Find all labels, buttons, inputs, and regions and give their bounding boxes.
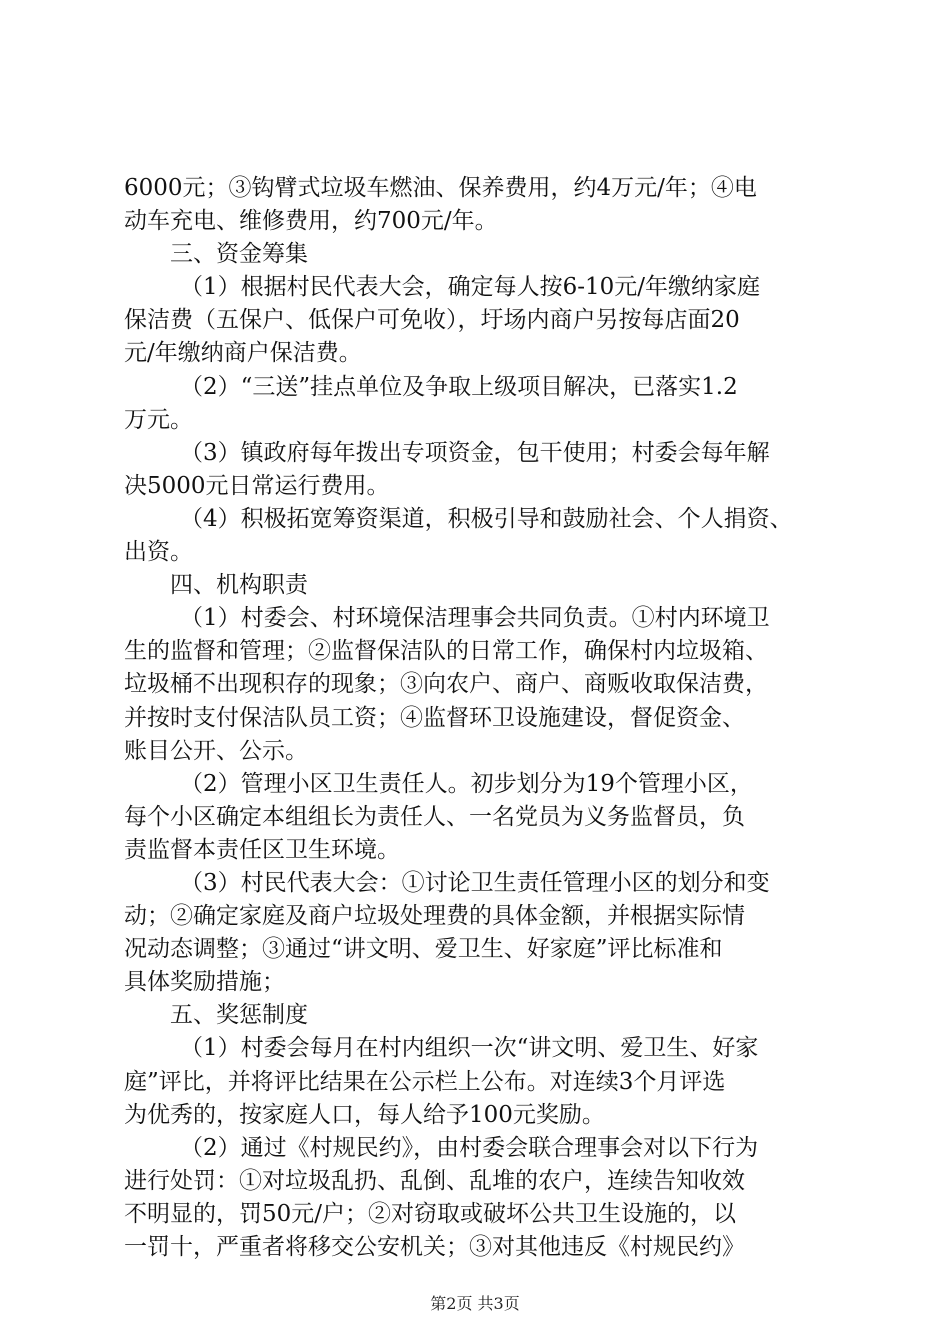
body-line: 垃圾桶不出现积存的现象；③向农户、商户、商贩收取保洁费， bbox=[124, 671, 768, 698]
body-line: 责监督本责任区卫生环境。 bbox=[124, 836, 400, 863]
body-line: （2）“三送”挂点单位及争取上级项目解决，已落实1.2 bbox=[180, 373, 738, 400]
section-heading: 三、资金筹集 bbox=[170, 241, 308, 268]
body-line: 况动态调整；③通过“讲文明、爱卫生、好家庭”评比标准和 bbox=[124, 936, 723, 963]
body-line: 元/年缴纳商户保洁费。 bbox=[124, 340, 362, 367]
body-line: 决5000元日常运行费用。 bbox=[124, 472, 390, 499]
body-line: 动车充电、维修费用，约700元/年。 bbox=[124, 208, 498, 235]
body-line: 庭”评比，并将评比结果在公示栏上公布。对连续3个月评选 bbox=[124, 1068, 726, 1095]
body-line: （3）村民代表大会：①讨论卫生责任管理小区的划分和变 bbox=[180, 869, 770, 896]
body-line: （2）管理小区卫生责任人。初步划分为19个管理小区， bbox=[180, 770, 753, 797]
body-line: 动；②确定家庭及商户垃圾处理费的具体金额，并根据实际情 bbox=[124, 903, 745, 930]
body-line: （4）积极拓宽筹资渠道，积极引导和鼓励社会、个人捐资、 bbox=[180, 505, 793, 532]
body-line: 一罚十，严重者将移交公安机关；③对其他违反《村规民约》 bbox=[124, 1234, 745, 1260]
body-line: 每个小区确定本组组长为责任人、一名党员为义务监督员，负 bbox=[124, 803, 745, 830]
body-line: 保洁费（五保户、低保户可免收），圩场内商户另按每店面20 bbox=[124, 307, 740, 334]
body-line: 具体奖励措施； bbox=[124, 969, 285, 996]
body-line: （1）根据村民代表大会，确定每人按6-10元/年缴纳家庭 bbox=[180, 274, 761, 301]
body-line: （1）村委会每月在村内组织一次“讲文明、爱卫生、好家 bbox=[180, 1035, 759, 1062]
page-indicator: 第2页 共3页 bbox=[430, 1294, 520, 1313]
body-line: 生的监督和管理；②监督保洁队的日常工作，确保村内垃圾箱、 bbox=[124, 638, 768, 665]
body-line: （1）村委会、村环境保洁理事会共同负责。①村内环境卫 bbox=[180, 605, 770, 632]
page-footer bbox=[0, 1294, 950, 1314]
body-line: 并按时支付保洁队员工资；④监督环卫设施建设，督促资金、 bbox=[124, 704, 745, 731]
body-line: 出资。 bbox=[124, 539, 193, 566]
body-line: 不明显的，罚50元/户；②对窃取或破坏公共卫生设施的，以 bbox=[124, 1200, 737, 1227]
body-line: 账目公开、公示。 bbox=[124, 737, 308, 764]
document-body bbox=[124, 172, 836, 1264]
body-line: （3）镇政府每年拨出专项资金，包干使用；村委会每年解 bbox=[180, 439, 770, 466]
body-line: 为优秀的，按家庭人口，每人给予100元奖励。 bbox=[124, 1101, 605, 1128]
section-heading: 五、奖惩制度 bbox=[170, 1002, 308, 1029]
section-heading: 四、机构职责 bbox=[170, 572, 308, 599]
body-line: 进行处罚：①对垃圾乱扔、乱倒、乱堆的农户，连续告知收效 bbox=[124, 1167, 745, 1194]
body-line: 万元。 bbox=[124, 406, 193, 433]
body-line: （2）通过《村规民约》，由村委会联合理事会对以下行为 bbox=[180, 1134, 759, 1161]
body-line: 6000元；③钩臂式垃圾车燃油、保养费用，约4万元/年；④电 bbox=[124, 175, 757, 201]
